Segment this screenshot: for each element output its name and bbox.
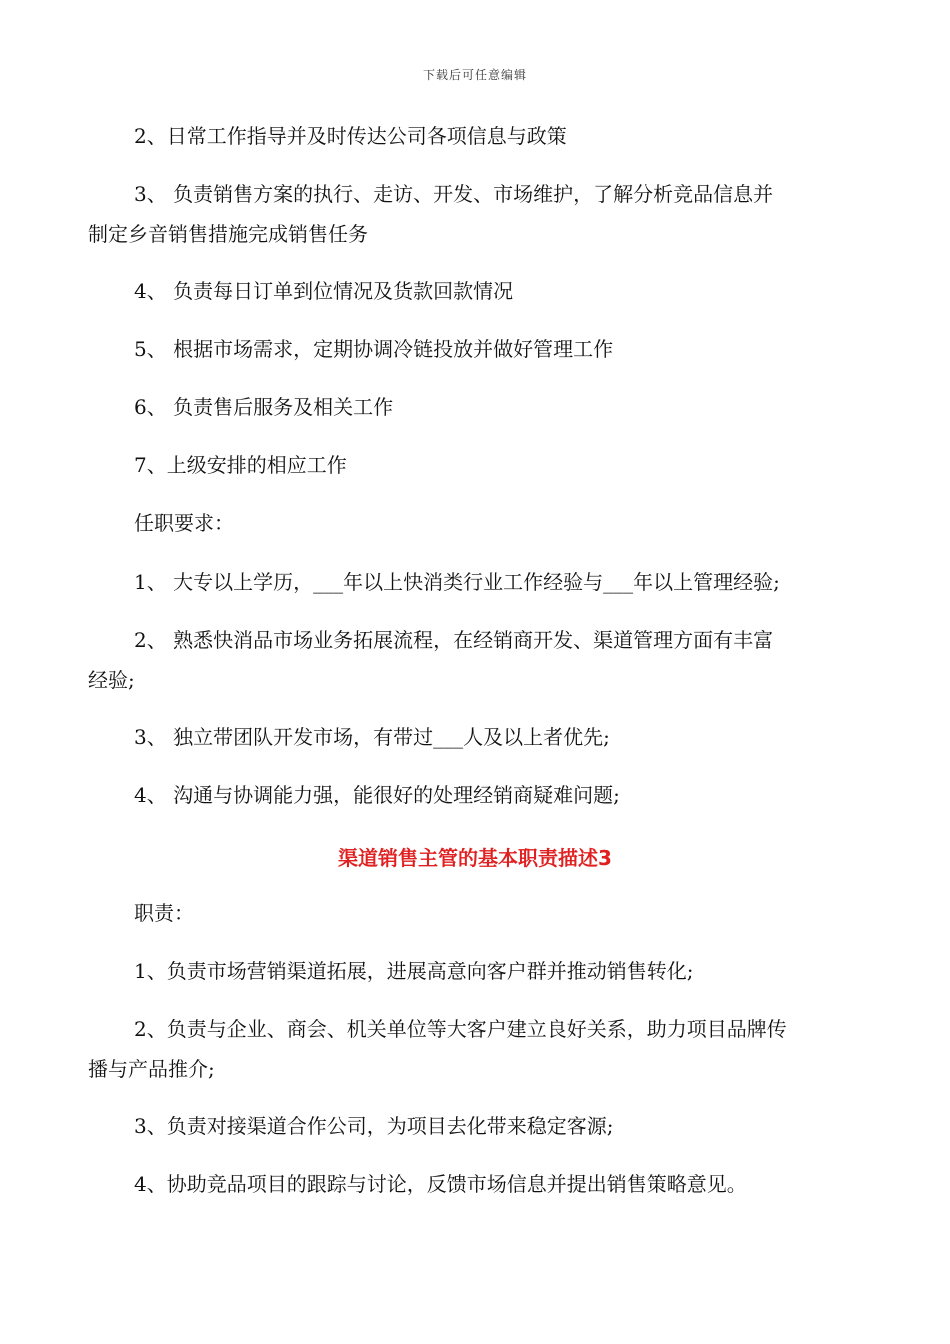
item-text: 3、 负责销售方案的执行、走访、开发、市场维护，了解分析竞品信息并 bbox=[134, 182, 774, 206]
item-text: 1、 大专以上学历，___年以上快消类行业工作经验与___年以上管理经验; bbox=[134, 570, 780, 594]
item-text: 6、 负责售后服务及相关工作 bbox=[134, 395, 394, 419]
list-item bbox=[88, 1009, 868, 1089]
list-item bbox=[134, 387, 868, 427]
list-item bbox=[88, 620, 868, 700]
list-item bbox=[134, 271, 868, 311]
item-text: 4、协助竞品项目的跟踪与讨论，反馈市场信息并提出销售策略意见。 bbox=[134, 1172, 747, 1196]
list-item bbox=[134, 951, 868, 991]
item-text-continued: 经验; bbox=[88, 668, 135, 692]
list-item bbox=[134, 445, 868, 485]
duties-title-text: 职责： bbox=[134, 901, 194, 925]
item-text: 1、负责市场营销渠道拓展，进展高意向客户群并推动销售转化; bbox=[134, 959, 694, 983]
list-item bbox=[134, 775, 868, 815]
item-text-continued: 播与产品推介; bbox=[88, 1057, 215, 1081]
item-text: 3、 独立带团队开发市场，有带过___人及以上者优先; bbox=[134, 725, 610, 749]
item-text-continued: 制定乡音销售措施完成销售任务 bbox=[88, 222, 368, 246]
requirements-title bbox=[134, 503, 868, 543]
list-item bbox=[134, 1106, 868, 1146]
list-item bbox=[134, 717, 868, 757]
item-text: 2、 熟悉快消品市场业务拓展流程，在经销商开发、渠道管理方面有丰富 bbox=[134, 628, 774, 652]
header-note: 下载后可任意编辑 bbox=[422, 68, 527, 82]
item-text: 2、负责与企业、商会、机关单位等大客户建立良好关系，助力项目品牌传 bbox=[134, 1017, 787, 1041]
duties-title bbox=[134, 893, 868, 933]
list-item bbox=[88, 174, 868, 254]
list-item bbox=[134, 329, 868, 369]
item-text: 4、 沟通与协调能力强，能很好的处理经销商疑难问题; bbox=[134, 783, 620, 807]
item-text: 7、上级安排的相应工作 bbox=[134, 453, 347, 477]
requirements-title-text: 任职要求： bbox=[134, 511, 234, 535]
list-item bbox=[134, 562, 868, 602]
list-item bbox=[134, 116, 868, 156]
item-text: 4、 负责每日订单到位情况及货款回款情况 bbox=[134, 279, 514, 303]
section-heading: 渠道销售主管的基本职责描述3 bbox=[338, 846, 612, 870]
list-item bbox=[134, 1164, 868, 1204]
item-text: 5、 根据市场需求，定期协调冷链投放并做好管理工作 bbox=[134, 337, 614, 361]
item-text: 3、负责对接渠道合作公司，为项目去化带来稳定客源; bbox=[134, 1114, 614, 1138]
item-text: 2、日常工作指导并及时传达公司各项信息与政策 bbox=[134, 124, 567, 148]
